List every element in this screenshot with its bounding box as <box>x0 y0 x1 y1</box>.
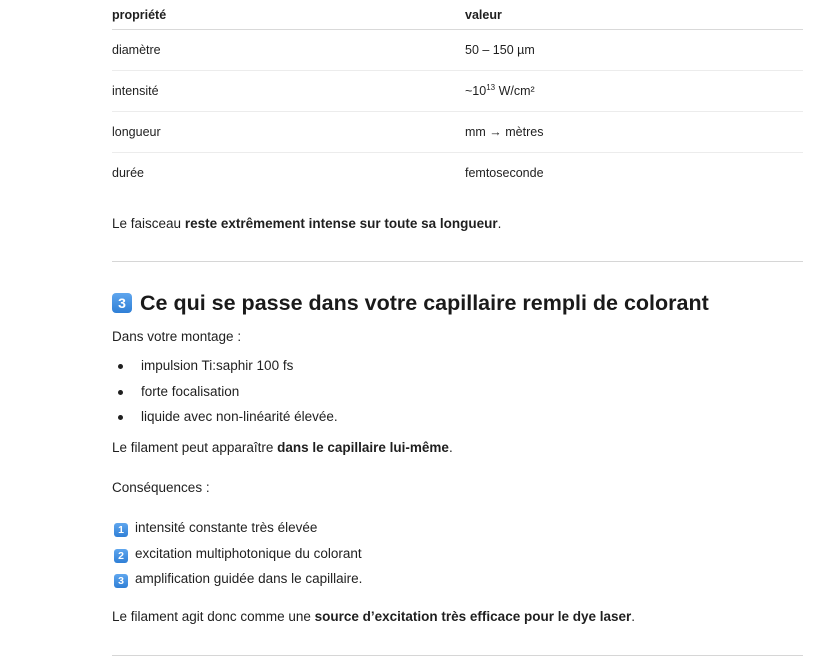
conclusion-prefix: Le filament agit donc comme une <box>112 609 315 624</box>
bullet-list <box>112 353 803 430</box>
item-text: intensité constante très élevée <box>135 520 318 535</box>
list-item <box>112 515 803 541</box>
cell-property: durée <box>112 166 144 180</box>
header-value: valeur <box>465 0 803 30</box>
list-item: liquide avec non-linéarité élevée. <box>112 404 803 430</box>
item-text: amplification guidée dans le capillaire. <box>135 571 363 586</box>
value-unit: W/cm² <box>495 84 535 99</box>
cell-property: diamètre <box>112 30 465 71</box>
cell-property: longueur <box>112 112 465 153</box>
cell-value: femtoseconde <box>465 166 544 180</box>
keycap-2-icon: 2 <box>114 549 128 563</box>
list-item: forte focalisation <box>112 379 803 405</box>
table-row <box>112 112 803 153</box>
summary-prefix: Le faisceau <box>112 216 185 231</box>
section-heading <box>112 288 709 318</box>
keycap-3-icon: 3 <box>114 574 128 588</box>
cell-value <box>465 71 803 112</box>
keycap-1-icon: 1 <box>114 523 128 537</box>
list-item <box>112 566 803 592</box>
filament-bold: dans le capillaire lui-même <box>277 440 449 455</box>
divider <box>112 261 803 262</box>
list-item: impulsion Ti:saphir 100 fs <box>112 353 803 379</box>
section-title: Ce qui se passe dans votre capillaire rempli de colorant <box>140 291 709 315</box>
summary-paragraph <box>112 214 803 234</box>
cell-value: mm → mètres <box>465 112 803 153</box>
value-base: ~10 <box>465 84 487 99</box>
cell-value: 50 – 150 µm <box>465 30 803 71</box>
table-header-row <box>112 0 803 30</box>
filament-paragraph <box>112 438 803 458</box>
cell-property: intensité <box>112 71 465 112</box>
header-property: propriété <box>112 0 465 30</box>
filament-suffix: . <box>448 440 453 455</box>
value-exponent: 13 <box>486 83 496 93</box>
filament-prefix: Le filament peut apparaître <box>112 440 278 455</box>
properties-table <box>112 0 803 193</box>
conclusion-bold: source d’excitation très efficace pour le dye laser <box>314 609 632 624</box>
table-row <box>112 153 803 194</box>
summary-bold: reste extrêmement intense sur toute sa longueur <box>184 216 498 231</box>
table-row <box>112 30 803 71</box>
table-row <box>112 71 803 112</box>
divider <box>112 655 803 656</box>
consequences-list <box>112 515 803 592</box>
keycap-3-icon: 3 <box>112 293 132 313</box>
intro-text: Dans votre montage : <box>112 329 242 344</box>
consequences-label: Conséquences : <box>112 480 210 495</box>
conclusion-paragraph <box>112 607 803 627</box>
list-item <box>112 541 803 567</box>
summary-suffix: . <box>497 216 502 231</box>
item-text: excitation multiphotonique du colorant <box>135 545 362 561</box>
conclusion-suffix: . <box>631 609 636 624</box>
